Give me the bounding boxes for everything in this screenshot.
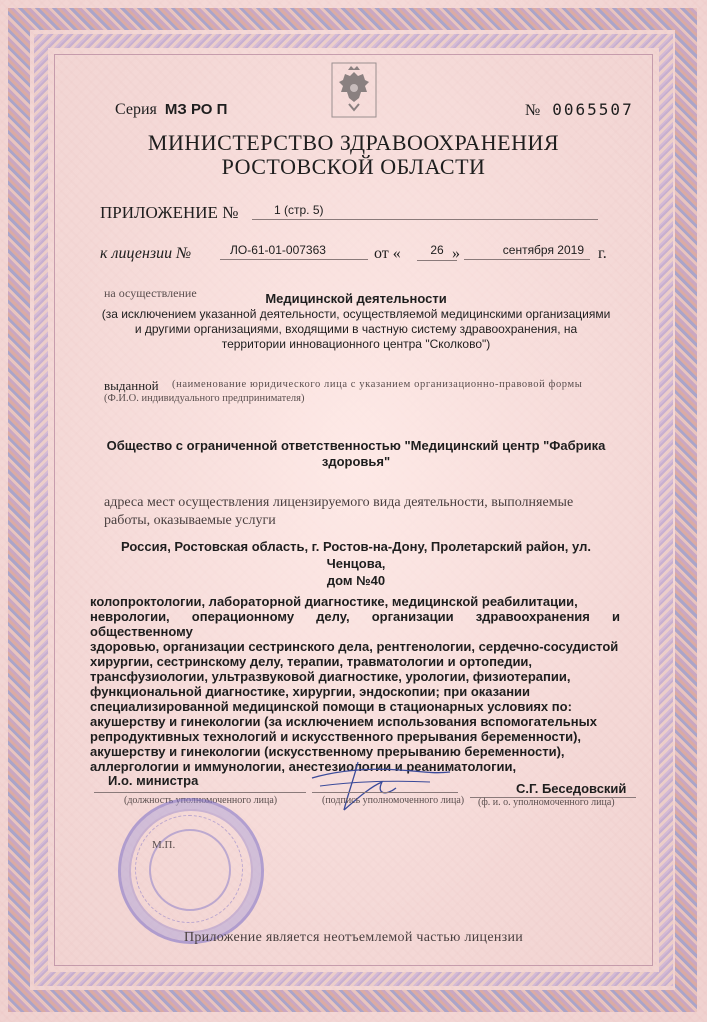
services-line: функциональной диагностике, хирургии, эндоскопии; при оказании	[90, 684, 531, 699]
services-line: неврологии, операционному делу, организации здравоохранения и общественному	[90, 609, 620, 639]
activity-desc-line: (за исключением указанной деятельности, осуществляемой медицинскими организациями	[101, 307, 611, 321]
address-line: дом №40	[326, 573, 386, 588]
license-from-label: от «	[374, 245, 401, 262]
ministry-title-line1: МИНИСТЕРСТВО ЗДРАВООХРАНЕНИЯ	[147, 130, 560, 155]
activity-title: Медицинской деятельности	[265, 291, 447, 306]
address-label-line: адреса мест осуществления лицензируемого вида деятельности, выполняемые	[104, 495, 574, 510]
position-underline	[94, 792, 306, 793]
services-line: специализированной медицинской помощи в стационарных условиях по:	[90, 699, 572, 714]
series-label: Серия	[115, 101, 157, 118]
issued-note-line1: (наименование юридического лица с указанием организационно-правовой формы	[172, 379, 583, 390]
address-line: Россия, Ростовская область, г. Ростов-на-Дону, Пролетарский район, ул. Ченцова,	[121, 539, 591, 571]
ministry-title-line2: РОСТОВСКОЙ ОБЛАСТИ	[221, 154, 486, 179]
services-line: здоровью, организации сестринского дела, рентгенологии, сердечно-сосудистой	[90, 639, 619, 654]
appendix-value: 1 (стр. 5)	[252, 203, 598, 220]
signer-position: И.о. министра	[108, 773, 199, 788]
services-line: трансфузиологии, ультразвуковой диагностике, урологии, физиотерапии,	[90, 669, 571, 684]
organization-name-line: Общество с ограниченной ответственностью "Медицинский центр "Фабрика	[106, 438, 606, 453]
address-label-line: работы, оказываемые услуги	[104, 513, 276, 528]
services-line: репродуктивных технологий и искусственного прерывания беременности),	[90, 729, 582, 744]
appendix-label: ПРИЛОЖЕНИЕ №	[100, 203, 239, 222]
license-day: 26	[417, 243, 457, 261]
license-day-close: »	[452, 245, 460, 262]
issued-note-line2: (Ф.И.О. индивидуального предпринимателя)	[104, 393, 305, 404]
name-note: (ф. и. о. уполномоченного лица)	[478, 797, 615, 808]
services-line: колопроктологии, лабораторной диагностике, медицинской реабилитации,	[90, 594, 578, 609]
activity-description	[96, 307, 616, 352]
license-year-suffix: г.	[598, 245, 607, 262]
license-label: к лицензии №	[100, 245, 192, 262]
license-number: ЛО-61-01-007363	[220, 243, 368, 260]
number-value: 0065507	[552, 100, 634, 119]
signature-underline	[312, 792, 458, 793]
license-month-year: сентября 2019	[464, 243, 590, 260]
signature-note: (подпись уполномоченного лица)	[322, 795, 465, 806]
issued-label: выданной	[104, 378, 159, 393]
number-label: №	[525, 102, 541, 119]
activity-desc-line: территории инновационного центра "Сколково")	[221, 337, 491, 351]
coat-of-arms-emblem-icon	[331, 62, 377, 118]
organization-name-line: здоровья"	[321, 454, 391, 469]
series-field	[115, 101, 227, 119]
activity-label: на осуществление	[104, 286, 197, 300]
services-line: акушерству и гинекологии (за исключением использования вспомогательных	[90, 714, 597, 729]
handwritten-signature	[300, 756, 470, 816]
activity-desc-line: и другими организациями, входящими в частную систему здравоохранения, на	[134, 322, 578, 336]
services-line: аллергологии и иммунологии, анестезиологии и реаниматологии,	[90, 759, 517, 774]
address-label	[104, 494, 573, 530]
position-note: (должность уполномоченного лица)	[124, 795, 278, 806]
series-value: МЗ РО П	[164, 101, 228, 118]
stamp-place-label: М.П.	[152, 839, 176, 851]
official-seal-stamp	[118, 798, 264, 944]
organization-name	[100, 438, 612, 470]
services-list	[90, 594, 620, 774]
services-line: хирургии, сестринскому делу, терапии, травматологии и ортопедии,	[90, 654, 533, 669]
services-line: акушерству и гинекологии (искусственному прерыванию беременности),	[90, 744, 565, 759]
document-number-field	[525, 100, 634, 120]
signer-name: С.Г. Беседовский	[516, 781, 627, 796]
footer-note: Приложение является неотъемлемой частью лицензии	[183, 930, 524, 945]
address-value	[96, 538, 616, 589]
